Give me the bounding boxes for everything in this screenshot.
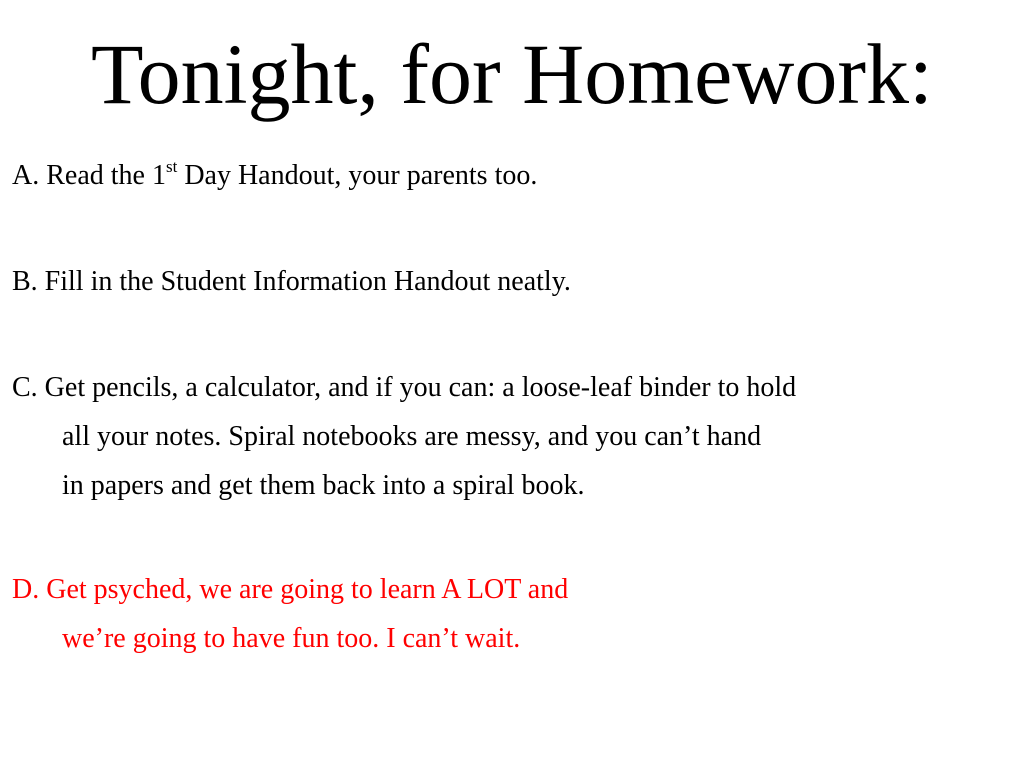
- item-d-line-2: we’re going to have fun too. I can’t wait.: [62, 623, 521, 654]
- homework-item-c: [12, 363, 1012, 510]
- item-a-text-suffix: Day Handout, your parents too.: [177, 160, 538, 191]
- homework-item-a-line: [12, 151, 1012, 200]
- homework-item-b: [12, 257, 1012, 306]
- item-c-line-3: in papers and get them back into a spiral book.: [62, 470, 585, 501]
- item-b-line-1: B. Fill in the Student Information Handout neatly.: [12, 266, 571, 297]
- homework-item-a: [12, 151, 1012, 200]
- item-d-line-1: D. Get psyched, we are going to learn A LOT and: [12, 574, 569, 605]
- slide-title: Tonight, for Homework:: [91, 26, 933, 122]
- item-a-text-prefix: A. Read the 1: [12, 160, 166, 191]
- item-c-line-1: C. Get pencils, a calculator, and if you can: a loose-leaf binder to hold: [12, 372, 797, 403]
- item-a-superscript: st: [165, 156, 178, 176]
- homework-item-d: [12, 565, 1012, 663]
- item-c-line-2: all your notes. Spiral notebooks are messy, and you can’t hand: [62, 421, 762, 452]
